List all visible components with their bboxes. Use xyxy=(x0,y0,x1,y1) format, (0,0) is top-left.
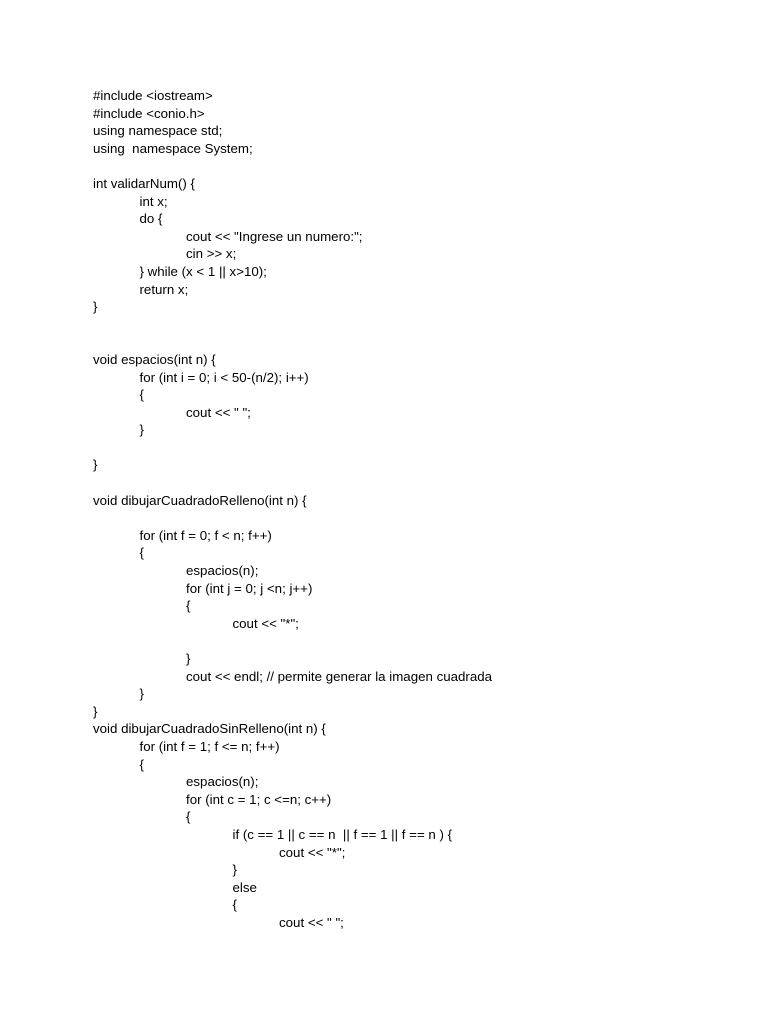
code-line xyxy=(93,245,733,263)
code-line-text: int x; xyxy=(139,193,168,209)
code-line-text: for (int f = 1; f <= n; f++) xyxy=(139,738,280,754)
code-line-text: } xyxy=(139,422,144,438)
code-line xyxy=(93,597,733,615)
code-line xyxy=(93,861,733,879)
code-line xyxy=(93,685,733,703)
code-line-text: #include <conio.h> xyxy=(93,105,205,121)
code-line xyxy=(93,914,733,932)
blank-line xyxy=(93,316,733,334)
code-line-text: void espacios(int n) { xyxy=(93,351,216,367)
code-line xyxy=(93,580,733,598)
blank-line xyxy=(93,632,733,650)
code-line xyxy=(93,844,733,862)
blank-line xyxy=(93,333,733,351)
code-line-text: cout << " "; xyxy=(279,914,344,930)
code-line xyxy=(93,879,733,897)
code-line xyxy=(93,791,733,809)
code-line xyxy=(93,369,733,387)
code-line-text: } xyxy=(232,862,237,878)
code-line-text: { xyxy=(186,809,191,825)
code-line xyxy=(93,773,733,791)
code-line xyxy=(93,615,733,633)
code-line xyxy=(93,826,733,844)
code-line xyxy=(93,210,733,228)
blank-line xyxy=(93,157,733,175)
code-line-text: { xyxy=(139,545,144,561)
code-line xyxy=(93,298,733,316)
code-line-text: cout << "*"; xyxy=(279,844,346,860)
code-line xyxy=(93,193,733,211)
code-line xyxy=(93,140,733,158)
code-line-text: { xyxy=(139,387,144,403)
code-line-text: for (int i = 0; i < 50-(n/2); i++) xyxy=(139,369,309,385)
code-line xyxy=(93,404,733,422)
code-line xyxy=(93,263,733,281)
code-line xyxy=(93,456,733,474)
code-line-text: } xyxy=(93,299,98,315)
code-line xyxy=(93,756,733,774)
code-line-text: else xyxy=(232,879,257,895)
code-line xyxy=(93,281,733,299)
code-line-text: cout << "*"; xyxy=(232,615,299,631)
code-line-text: void dibujarCuadradoSinRelleno(int n) { xyxy=(93,721,326,737)
code-line xyxy=(93,720,733,738)
code-line-text: } xyxy=(139,686,144,702)
code-line-text: using namespace std; xyxy=(93,123,223,139)
code-line-text: #include <iostream> xyxy=(93,88,213,103)
code-line xyxy=(93,896,733,914)
code-line xyxy=(93,87,733,105)
code-line-text: { xyxy=(139,756,144,772)
code-line-text: do { xyxy=(139,211,163,227)
code-line xyxy=(93,351,733,369)
blank-line xyxy=(93,439,733,457)
code-line xyxy=(93,122,733,140)
code-line xyxy=(93,175,733,193)
code-line xyxy=(93,492,733,510)
code-line-text: } xyxy=(186,651,191,666)
code-line-text: cout << " "; xyxy=(186,404,251,420)
code-line-text: } xyxy=(93,457,98,473)
code-line xyxy=(93,808,733,826)
code-line xyxy=(93,668,733,686)
code-line xyxy=(93,562,733,580)
code-line-text: } xyxy=(93,703,98,719)
code-line-text: int validarNum() { xyxy=(93,175,195,191)
code-listing xyxy=(93,87,733,932)
code-line xyxy=(93,544,733,562)
code-line-text: for (int j = 0; j <n; j++) xyxy=(186,580,313,596)
code-line xyxy=(93,228,733,246)
blank-line xyxy=(93,509,733,527)
code-line-text: espacios(n); xyxy=(186,774,259,790)
code-line-text: for (int c = 1; c <=n; c++) xyxy=(186,791,332,807)
code-line xyxy=(93,386,733,404)
code-line-text: { xyxy=(232,897,237,913)
code-line-text: } while (x < 1 || x>10); xyxy=(139,263,267,279)
code-line-text: using namespace System; xyxy=(93,140,253,156)
code-line-text: { xyxy=(186,598,191,614)
code-line-text: cout << endl; // permite generar la imagen cuadrada xyxy=(186,668,493,684)
code-line xyxy=(93,738,733,756)
code-line-text: for (int f = 0; f < n; f++) xyxy=(139,527,272,543)
code-line xyxy=(93,703,733,721)
code-line-text: cin >> x; xyxy=(186,246,237,262)
blank-line xyxy=(93,474,733,492)
code-line xyxy=(93,421,733,439)
code-line-text: if (c == 1 || c == n || f == 1 || f == n ) { xyxy=(232,826,453,842)
code-line-text: cout << "Ingrese un numero:"; xyxy=(186,228,363,244)
code-line xyxy=(93,105,733,123)
code-line-text: return x; xyxy=(139,281,189,297)
code-line xyxy=(93,527,733,545)
code-line-text: espacios(n); xyxy=(186,563,259,579)
code-line xyxy=(93,650,733,668)
code-line-text: void dibujarCuadradoRelleno(int n) { xyxy=(93,492,307,508)
